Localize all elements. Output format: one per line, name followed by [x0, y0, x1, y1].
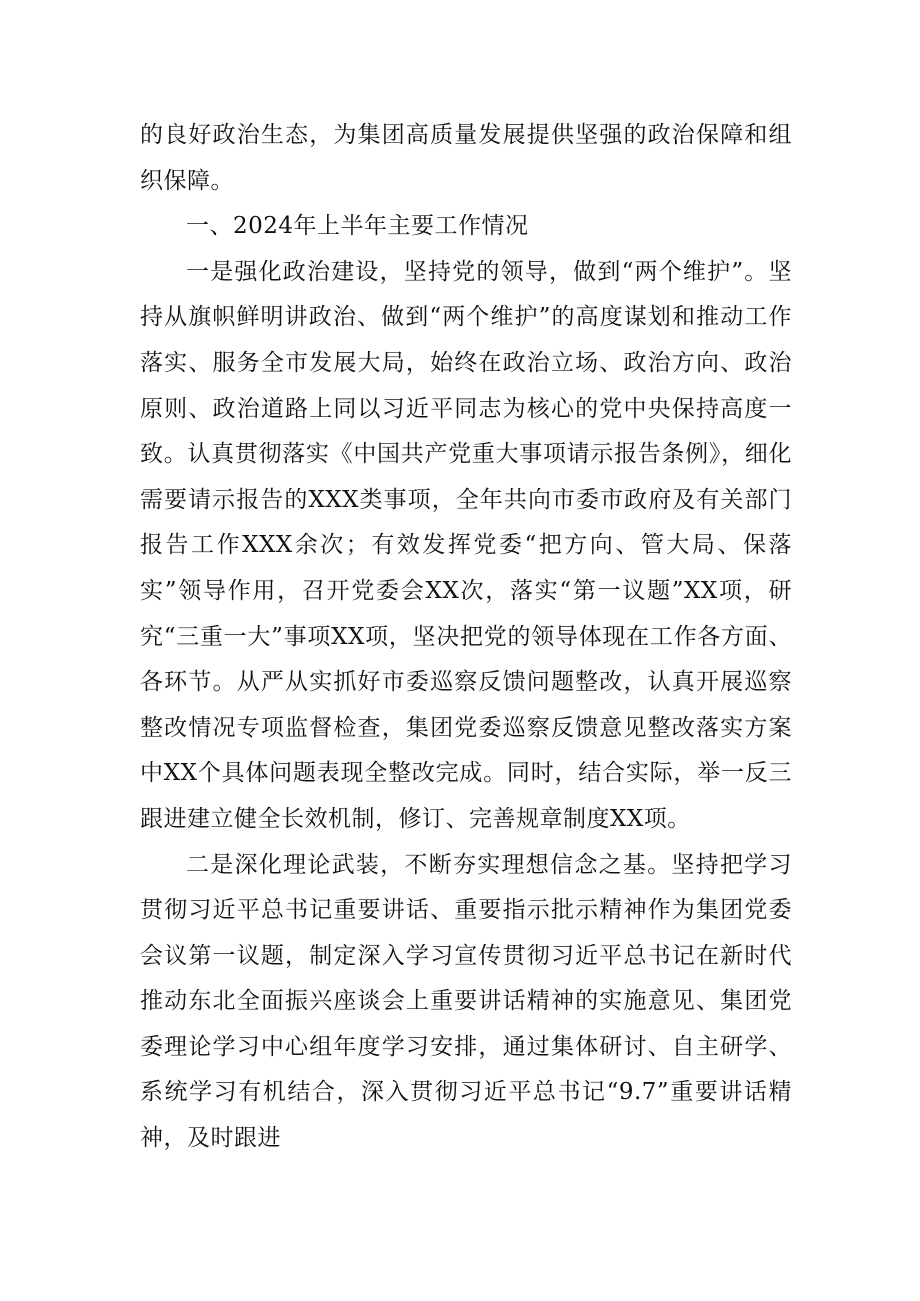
section-heading: 一、2024年上半年主要工作情况 [186, 213, 529, 240]
paragraph-continuation: 的良好政治生态，为集团高质量发展提供坚强的政治保障和组织保障。 [140, 122, 792, 194]
paragraph-theory-study: 二是深化理论武装，不断夯实理想信念之基。坚持把学习贯彻习近平总书记重要讲话、重要指示批示精神作为集团党委会议第一议题，制定深入学习宣传贯彻习近平总书记在新时代推动东北全面振兴座谈会上重要讲话精神的实施意见、集团党委理论学习中心组年度学习安排，通过集体研讨、自主研学、系统学习有机结合，深入贯彻习近平总书记“9.7”重要讲话精神，及时跟进 [140, 851, 792, 1152]
document-body [140, 113, 792, 1162]
paragraph-political-construction: 一是强化政治建设，坚持党的领导，做到“两个维护”。坚持从旗帜鲜明讲政治、做到“两个维护”的高度谋划和推动工作落实、服务全市发展大局，始终在政治立场、政治方向、政治原则、政治道路上同以习近平同志为核心的党中央保持高度一致。认真贯彻落实《中国共产党重大事项请示报告条例》，细化需要请示报告的XXX类事项，全年共向市委市政府及有关部门报告工作XXX余次；有效发挥党委“把方向、管大局、保落实”领导作用，召开党委会XX次，落实“第一议题”XX项，研究“三重一大”事项XX项，坚决把党的领导体现在工作各方面、各环节。从严从实抓好市委巡察反馈问题整改，认真开展巡察整改情况专项监督检查，集团党委巡察反馈意见整改落实方案中XX个具体问题表现全整改完成。同时，结合实际，举一反三跟进建立健全长效机制，修订、完善规章制度XX项。 [140, 258, 792, 832]
